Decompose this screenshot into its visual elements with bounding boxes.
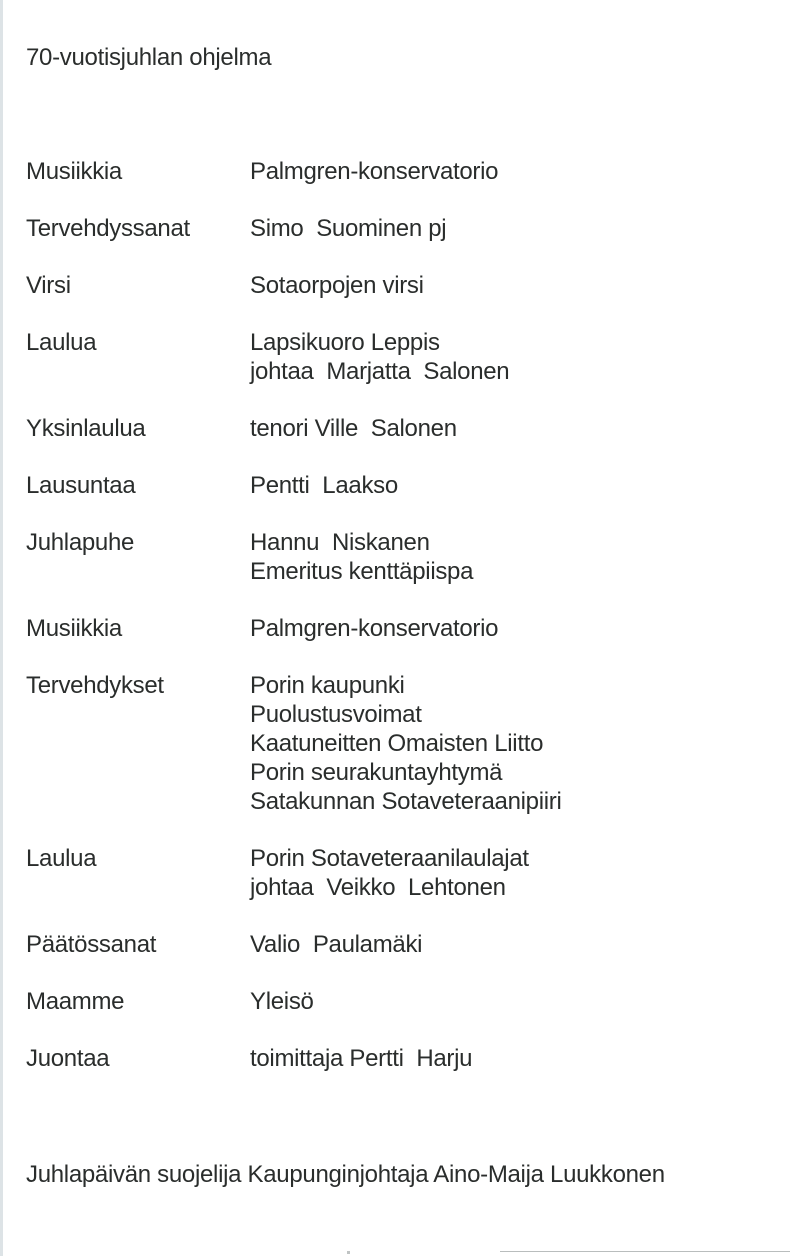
program-item	[26, 157, 786, 186]
program-item-label: Tervehdyssanat	[26, 215, 190, 242]
performer-line: Emeritus kenttäpiispa	[250, 558, 474, 585]
program-item-performers	[250, 930, 422, 959]
performer-line: Puolustusvoimat	[250, 701, 422, 728]
program-item-performers	[250, 471, 398, 500]
program-item-performers	[250, 614, 498, 643]
program-item-performers	[250, 844, 529, 902]
performer-line: Porin kaupunki	[250, 672, 405, 699]
program-item-label: Virsi	[26, 272, 71, 299]
performer-line: Satakunnan Sotaveteraanipiiri	[250, 788, 562, 815]
program-item-label: Musiikkia	[26, 158, 122, 185]
performer-line: Porin Sotaveteraanilaulajat	[250, 845, 529, 872]
program-item	[26, 844, 786, 902]
program-item-performers	[250, 528, 473, 586]
performer-line: johtaa Veikko Lehtonen	[250, 874, 506, 901]
patron-line: Juhlapäivän suojelija Kaupunginjohtaja Aino-Maija Luukkonen	[26, 1161, 665, 1188]
program-item-performers	[250, 671, 562, 816]
program-item-label: Laulua	[26, 329, 97, 356]
program-item-performers	[250, 214, 446, 243]
program-list	[26, 157, 786, 1073]
program-item-label: Musiikkia	[26, 615, 122, 642]
performer-line: Yleisö	[250, 988, 314, 1015]
program-item-performers	[250, 328, 509, 386]
program-item	[26, 987, 786, 1016]
program-item-label: Laulua	[26, 845, 97, 872]
page-title: 70-vuotisjuhlan ohjelma	[26, 44, 272, 71]
performer-line: Sotaorpojen virsi	[250, 272, 424, 299]
program-item	[26, 271, 786, 300]
performer-line: Porin seurakuntayhtymä	[250, 759, 503, 786]
program-item	[26, 414, 786, 443]
program-item	[26, 214, 786, 243]
performer-line: Kaatuneitten Omaisten Liitto	[250, 730, 544, 757]
program-item	[26, 1044, 786, 1073]
program-item	[26, 528, 786, 586]
program-item	[26, 328, 786, 386]
program-item-label: Tervehdykset	[26, 672, 164, 699]
performer-line: Palmgren-konservatorio	[250, 158, 499, 185]
performer-line: Hannu Niskanen	[250, 529, 430, 556]
program-item-label: Maamme	[26, 988, 125, 1015]
performer-line: Lapsikuoro Leppis	[250, 329, 440, 356]
program-item-label: Juontaa	[26, 1045, 110, 1072]
performer-line: Pentti Laakso	[250, 472, 398, 499]
program-item	[26, 614, 786, 643]
program-item-performers	[250, 414, 457, 443]
performer-line: Simo Suominen pj	[250, 215, 447, 242]
performer-line: Palmgren-konservatorio	[250, 615, 499, 642]
program-item	[26, 671, 786, 816]
performer-line: toimittaja Pertti Harju	[250, 1045, 473, 1072]
program-item-performers	[250, 1044, 472, 1073]
program-item-label: Lausuntaa	[26, 472, 136, 499]
performer-line: tenori Ville Salonen	[250, 415, 457, 442]
page-edge	[0, 0, 3, 1256]
scan-edge-line	[500, 1251, 790, 1252]
program-item-label: Juhlapuhe	[26, 529, 135, 556]
program-item-performers	[250, 157, 498, 186]
program-item-label: Päätössanat	[26, 931, 157, 958]
scan-artifact	[347, 1251, 350, 1254]
program-item-label: Yksinlaulua	[26, 415, 146, 442]
performer-line: johtaa Marjatta Salonen	[250, 358, 510, 385]
program-item	[26, 471, 786, 500]
program-item-performers	[250, 987, 314, 1016]
program-item-performers	[250, 271, 424, 300]
performer-line: Valio Paulamäki	[250, 931, 423, 958]
program-item	[26, 930, 786, 959]
